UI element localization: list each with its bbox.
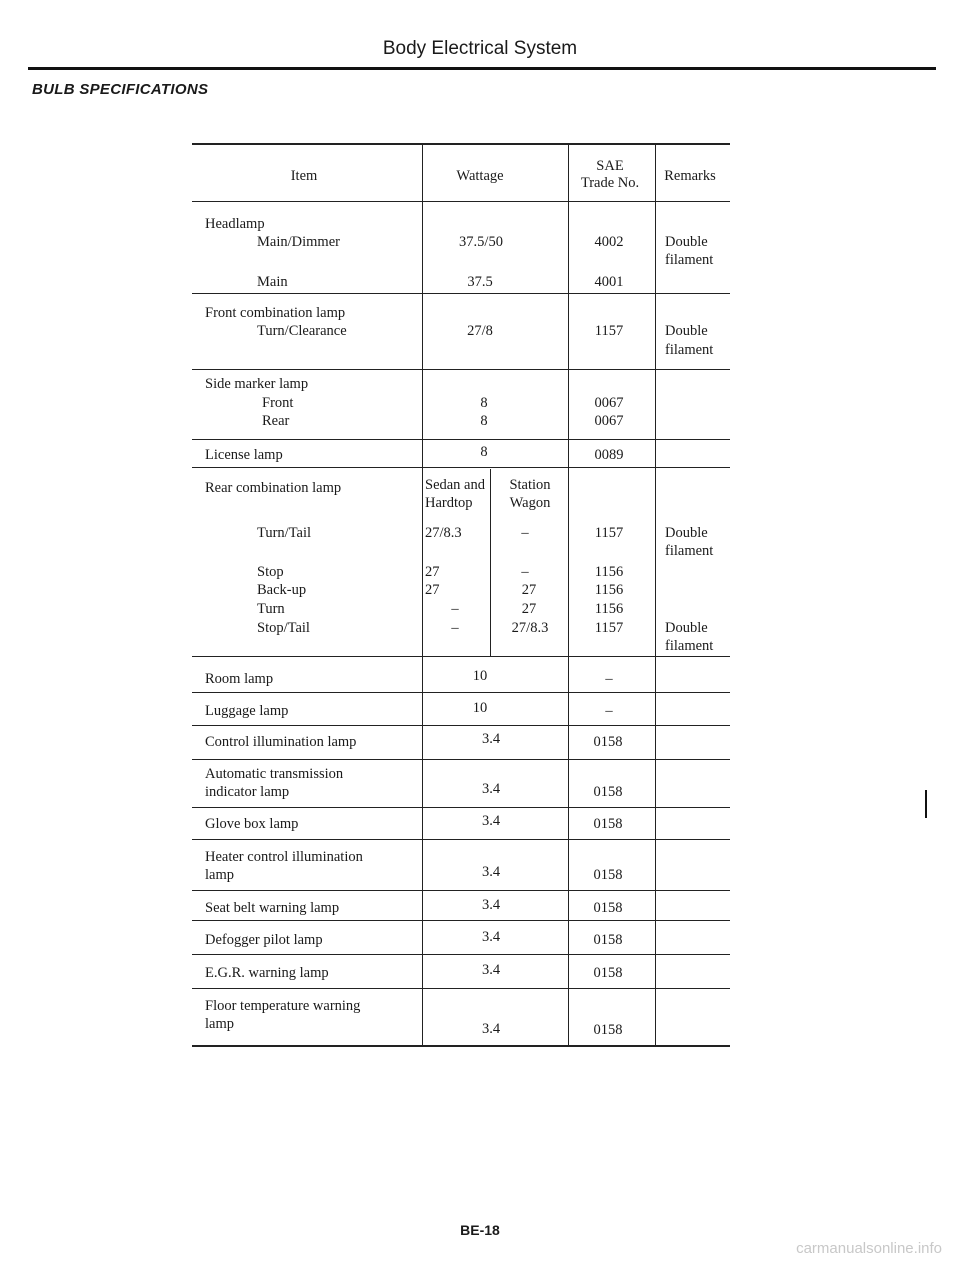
row-remark: filament (665, 638, 714, 654)
group-label: Side marker lamp (205, 376, 309, 392)
row-wattage: 3.4 (481, 897, 501, 913)
row-wattage: 37.5/50 (459, 234, 503, 250)
row-sae: 1156 (594, 564, 624, 580)
row-remark: filament (665, 342, 714, 358)
row-sedan: – (451, 601, 459, 617)
row-item: Heater control illumination (205, 849, 363, 865)
row-sae: 1156 (594, 601, 624, 617)
row-item: lamp (205, 1016, 234, 1032)
row-divider (192, 954, 730, 955)
row-divider (192, 369, 730, 370)
row-wattage: 3.4 (481, 962, 501, 978)
row-sedan: – (451, 620, 459, 636)
row-item: Turn/Clearance (257, 323, 347, 339)
row-sae: 0067 (594, 413, 624, 429)
row-sae: 1157 (594, 323, 624, 339)
row-item: Main (257, 274, 288, 290)
table-rule-top (192, 143, 730, 145)
row-divider (192, 920, 730, 921)
row-sae: 0158 (593, 1022, 623, 1038)
row-item: Automatic transmission (205, 766, 344, 782)
header-rule-bottom (192, 201, 730, 202)
row-wattage: 10 (472, 668, 488, 684)
column-divider (568, 143, 569, 1045)
row-sae: 0158 (593, 932, 623, 948)
margin-mark (925, 790, 927, 818)
row-wattage: 27/8 (467, 323, 493, 339)
watermark: carmanualsonline.info (796, 1240, 942, 1257)
row-item: Front (262, 395, 294, 411)
row-sae: 1157 (594, 620, 624, 636)
row-item: indicator lamp (205, 784, 290, 800)
row-remark: filament (665, 543, 714, 559)
col-header-item: Item (290, 168, 318, 184)
row-item: Turn (257, 601, 285, 617)
row-wattage: 37.5 (467, 274, 493, 290)
row-sae: – (605, 671, 613, 687)
row-remark: Double (665, 323, 708, 339)
row-divider (192, 439, 730, 440)
column-divider (655, 143, 656, 1045)
page-number: BE-18 (460, 1222, 500, 1238)
row-item: Control illumination lamp (205, 734, 357, 750)
row-wattage: 3.4 (481, 864, 501, 880)
row-remark: Double (665, 525, 708, 541)
row-wattage: 3.4 (481, 813, 501, 829)
row-divider (192, 656, 730, 657)
row-wattage: 8 (480, 413, 488, 429)
row-wagon: 27/8.3 (511, 620, 549, 636)
subheader-wagon: Station (509, 477, 551, 493)
column-divider (422, 143, 423, 1045)
row-divider (192, 807, 730, 808)
row-remark: Double (665, 234, 708, 250)
row-divider (192, 759, 730, 760)
row-sae: 0158 (593, 965, 623, 981)
row-sae: 1157 (594, 525, 624, 541)
row-item: Turn/Tail (257, 525, 312, 541)
section-title: BULB SPECIFICATIONS (32, 81, 209, 98)
row-wagon: – (521, 525, 529, 541)
table-rule-bottom (192, 1045, 730, 1047)
row-wattage: 8 (480, 444, 488, 460)
group-label: Headlamp (205, 216, 265, 232)
row-divider (192, 988, 730, 989)
wattage-subdivider (490, 469, 491, 656)
row-item: Back-up (257, 582, 307, 598)
row-item: Luggage lamp (205, 703, 289, 719)
subheader-sedan: Sedan and (425, 477, 485, 493)
row-sae: 4002 (594, 234, 624, 250)
row-sae: 0067 (594, 395, 624, 411)
col-header-wattage: Wattage (456, 168, 504, 184)
row-sedan: 27 (425, 564, 440, 580)
row-item: Defogger pilot lamp (205, 932, 323, 948)
row-divider (192, 725, 730, 726)
row-item: Stop (257, 564, 284, 580)
row-wagon: – (521, 564, 529, 580)
row-divider (192, 839, 730, 840)
row-sae: 0158 (593, 816, 623, 832)
group-label: Front combination lamp (205, 305, 346, 321)
row-sedan: 27/8.3 (425, 525, 462, 541)
row-remark: filament (665, 252, 714, 268)
row-item: Seat belt warning lamp (205, 900, 340, 916)
row-wagon: 27 (521, 582, 537, 598)
subheader-wagon: Wagon (509, 495, 551, 511)
row-sae: 0158 (593, 784, 623, 800)
row-wagon: 27 (521, 601, 537, 617)
row-wattage: 3.4 (481, 1021, 501, 1037)
row-wattage: 10 (472, 700, 488, 716)
row-item: License lamp (205, 447, 283, 463)
row-divider (192, 890, 730, 891)
row-sae: 4001 (594, 274, 624, 290)
row-item: E.G.R. warning lamp (205, 965, 329, 981)
row-item: Main/Dimmer (257, 234, 340, 250)
row-item: Floor temperature warning (205, 998, 361, 1014)
row-wattage: 3.4 (481, 929, 501, 945)
group-label: Rear combination lamp (205, 480, 342, 496)
row-divider (192, 293, 730, 294)
row-wattage: 3.4 (481, 731, 501, 747)
col-header-remarks: Remarks (664, 168, 716, 184)
row-divider (192, 467, 730, 468)
subheader-sedan: Hardtop (425, 495, 473, 511)
row-sae: 0089 (594, 447, 624, 463)
row-wattage: 8 (480, 395, 488, 411)
row-item: Rear (262, 413, 290, 429)
col-header-sae-2: Trade No. (580, 175, 640, 191)
col-header-sae-1: SAE (596, 158, 624, 174)
row-sae: 0158 (593, 734, 623, 750)
row-item: Stop/Tail (257, 620, 310, 636)
row-divider (192, 692, 730, 693)
row-item: Room lamp (205, 671, 274, 687)
row-sae: 0158 (593, 867, 623, 883)
row-sae: 1156 (594, 582, 624, 598)
page-header: Body Electrical System (382, 38, 578, 59)
row-remark: Double (665, 620, 708, 636)
row-item: Glove box lamp (205, 816, 299, 832)
row-sae: 0158 (593, 900, 623, 916)
row-wattage: 3.4 (481, 781, 501, 797)
row-sae: – (605, 703, 613, 719)
row-sedan: 27 (425, 582, 440, 598)
row-item: lamp (205, 867, 234, 883)
